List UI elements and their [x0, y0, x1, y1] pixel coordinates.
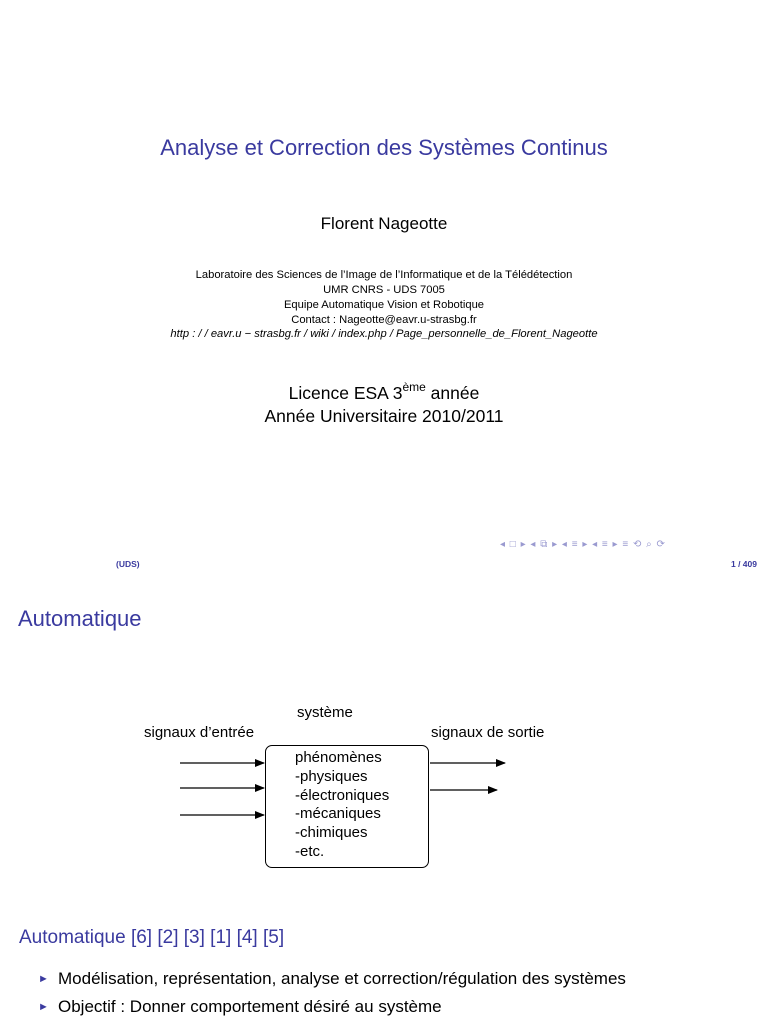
triangle-bullet-icon: ►: [38, 973, 49, 985]
box-line: -électroniques: [295, 786, 390, 804]
course-suffix: année: [425, 383, 480, 403]
beamer-navigation-icons[interactable]: ◂ □ ▸ ◂ ⧉ ▸ ◂ ≡ ▸ ◂ ≡ ▸ ≡ ⟲ ⌕ ⟳: [500, 539, 666, 550]
institute-line: UMR CNRS - UDS 7005: [323, 284, 445, 296]
bullet-text: Modélisation, représentation, analyse et correction/régulation des systèmes: [58, 969, 626, 988]
box-line: phénomènes: [295, 749, 382, 766]
bullet-text: Objectif : Donner comportement désiré au système: [58, 997, 442, 1016]
institute-line: Laboratoire des Sciences de l’Image de l’Informatique et de la Télédétection: [195, 269, 573, 281]
footer-institution: (UDS): [116, 559, 140, 569]
outputs-label: signaux de sortie: [431, 724, 545, 741]
slide-title: Analyse et Correction des Systèmes Continus: [160, 135, 608, 160]
system-label: système: [297, 704, 353, 721]
block-title: Automatique [6] [2] [3] [1] [4] [5]: [19, 927, 285, 948]
page-number: 1 / 409: [731, 559, 757, 569]
box-line: -physiques: [295, 767, 368, 785]
box-line: -mécaniques: [295, 805, 381, 823]
system-box-content: [295, 749, 389, 862]
course-superscript: ème: [402, 380, 426, 394]
frame-title: Automatique: [18, 606, 142, 631]
homepage-url[interactable]: http : / / eavr.u − strasbg.fr / wiki / index.php / Page_personnelle_de_Florent_Nageotte: [170, 328, 598, 340]
course-prefix: Licence ESA 3: [288, 383, 403, 403]
institute-line: Equipe Automatique Vision et Robotique: [283, 299, 485, 311]
list-item: [38, 993, 626, 1021]
triangle-bullet-icon: ►: [38, 1001, 49, 1013]
box-line: -etc.: [295, 842, 325, 860]
academic-year: Année Universitaire 2010/2011: [264, 406, 504, 426]
contact-line: Contact : Nageotte@eavr.u-strasbg.fr: [291, 314, 477, 326]
author-name: Florent Nageotte: [320, 214, 448, 233]
list-item: [38, 965, 626, 993]
bullet-list: [38, 965, 626, 1021]
inputs-label: signaux d’entrée: [144, 724, 255, 741]
box-line: -chimiques: [295, 824, 368, 842]
